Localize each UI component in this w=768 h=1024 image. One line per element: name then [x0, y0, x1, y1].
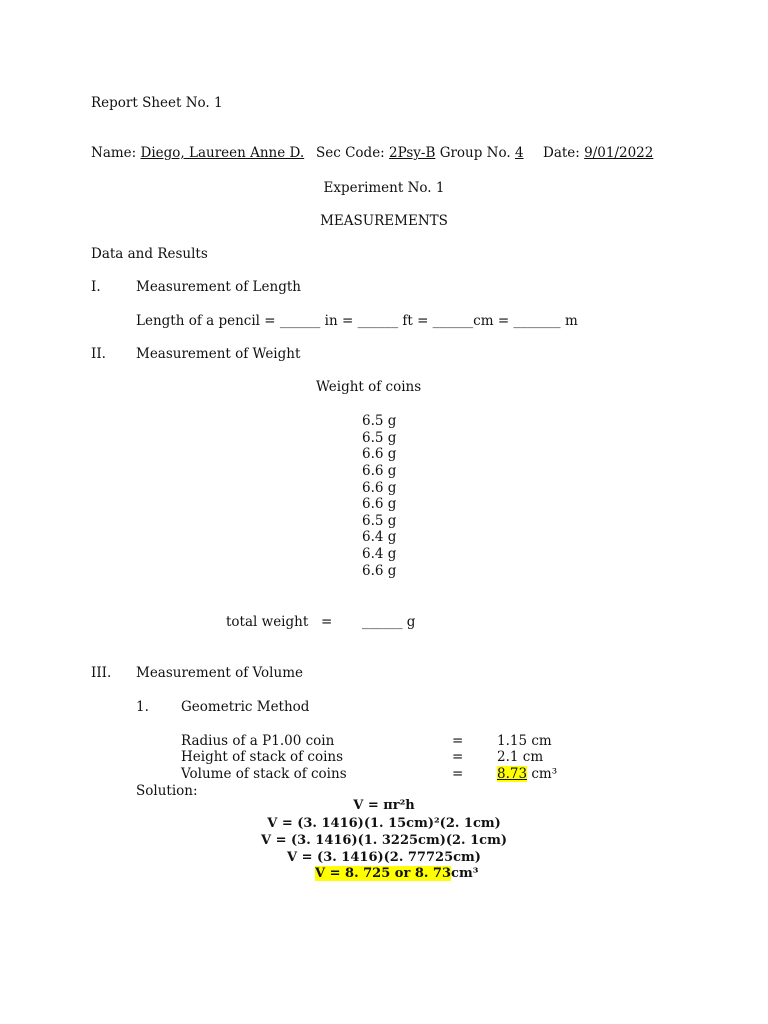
sec-code-value: 2Psy-B: [389, 145, 436, 161]
length-line: Length of a pencil = ______ in = ______ ft = ______cm = _______ m: [136, 313, 578, 329]
part2-title: Measurement of Weight: [136, 346, 301, 362]
height-value: 2.1 cm: [497, 749, 544, 765]
date-value: 9/01/2022: [584, 145, 654, 161]
weight-subtitle: Weight of coins: [316, 379, 422, 395]
weight-item: 6.6 g: [362, 480, 397, 496]
volume-value: 8.73: [497, 766, 528, 782]
equation-step-1: V = (3. 1416)(1. 15cm)²(2. 1cm): [267, 816, 501, 831]
part1-numeral: I.: [91, 279, 101, 295]
weight-item: 6.6 g: [362, 496, 397, 512]
group-label: Group No.: [439, 145, 511, 161]
equation-result-unit: cm³: [451, 866, 479, 881]
part3-numeral: III.: [91, 665, 112, 681]
date-row: [543, 145, 653, 161]
equation-result-value: V = 8. 725 or 8. 73: [315, 866, 452, 881]
name-label: Name:: [91, 145, 137, 161]
equation-step-3: V = (3. 1416)(2. 77725cm): [287, 850, 481, 865]
weight-item: 6.6 g: [362, 563, 397, 579]
radius-value: 1.15 cm: [497, 733, 552, 749]
height-equals: =: [452, 749, 464, 765]
equation-step-2: V = (3. 1416)(1. 3225cm)(2. 1cm): [261, 833, 507, 848]
method-number: 1.: [136, 699, 149, 715]
weight-item: 6.5 g: [362, 513, 397, 529]
radius-equals: =: [452, 733, 464, 749]
sec-code-row: [316, 145, 524, 161]
volume-equals: =: [452, 766, 464, 782]
equation-result: [315, 866, 478, 882]
weight-item: 6.6 g: [362, 463, 397, 479]
radius-label: Radius of a P1.00 coin: [181, 733, 335, 749]
weight-item: 6.4 g: [362, 546, 397, 562]
total-weight-label: total weight: [226, 614, 309, 630]
name-row: [91, 145, 304, 161]
total-weight-value: ______ g: [362, 614, 416, 630]
part3-title: Measurement of Volume: [136, 665, 303, 681]
volume-unit: cm³: [531, 766, 558, 782]
weight-item: 6.5 g: [362, 413, 397, 429]
part1-title: Measurement of Length: [136, 279, 301, 295]
volume-label: Volume of stack of coins: [181, 766, 347, 782]
equation-formula: V = πr²h: [353, 798, 415, 813]
experiment-number: Experiment No. 1: [323, 180, 445, 196]
volume-value-row: [497, 766, 557, 782]
weight-item: 6.4 g: [362, 529, 397, 545]
solution-label: Solution:: [136, 783, 198, 799]
sec-code-label: Sec Code:: [316, 145, 385, 161]
date-label: Date:: [543, 145, 580, 161]
weight-item: 6.6 g: [362, 446, 397, 462]
report-sheet-title: Report Sheet No. 1: [91, 95, 223, 111]
name-value: Diego, Laureen Anne D.: [140, 145, 305, 161]
height-label: Height of stack of coins: [181, 749, 344, 765]
section-heading: Data and Results: [91, 246, 208, 262]
total-weight-equals: =: [321, 614, 333, 630]
method-title: Geometric Method: [181, 699, 310, 715]
weight-item: 6.5 g: [362, 430, 397, 446]
experiment-title: MEASUREMENTS: [320, 213, 448, 229]
part2-numeral: II.: [91, 346, 106, 362]
group-value: 4: [514, 145, 524, 161]
